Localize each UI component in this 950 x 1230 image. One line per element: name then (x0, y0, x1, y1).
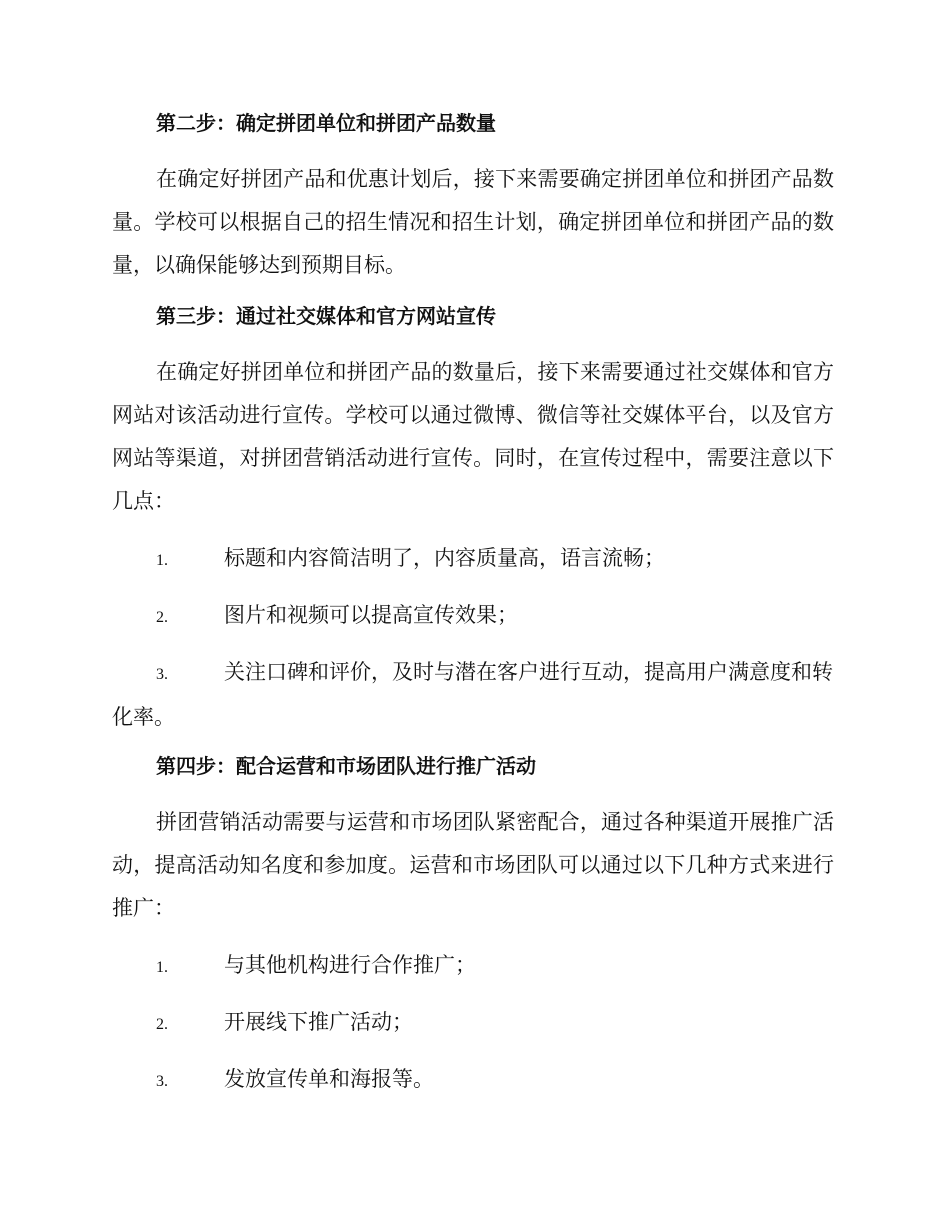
document-page (112, 108, 834, 1115)
list-number: 2. (156, 1016, 168, 1033)
list-text: 发放宣传单和海报等。 (224, 1067, 434, 1091)
list-item (112, 537, 834, 582)
list-text: 图片和视频可以提高宣传效果； (224, 603, 518, 627)
list-number: 3. (156, 1073, 168, 1090)
list-text: 与其他机构进行合作推广； (224, 953, 476, 977)
section-heading-step3: 第三步：通过社交媒体和官方网站宣传 (156, 304, 496, 328)
list-number: 1. (156, 552, 168, 569)
list-item (112, 1001, 834, 1046)
list-text: 关注口碑和评价，及时与潜在客户进行互动，提高用户满意度和转化率。 (112, 660, 833, 729)
list-number: 2. (156, 609, 168, 626)
section-paragraph-step2: 在确定好拼团产品和优惠计划后，接下来需要确定拼团单位和拼团产品数量。学校可以根据自己的招生情况和招生计划，确定拼团单位和拼团产品的数量，以确保能够达到预期目标。 (112, 167, 834, 277)
section-heading-step2: 第二步：确定拼团单位和拼团产品数量 (156, 111, 496, 135)
list-number: 3. (156, 666, 168, 683)
list-text: 标题和内容简洁明了，内容质量高，语言流畅； (224, 546, 665, 570)
list-number: 1. (156, 959, 168, 976)
section-paragraph-step3: 在确定好拼团单位和拼团产品的数量后，接下来需要通过社交媒体和官方网站对该活动进行宣传。学校可以通过微博、微信等社交媒体平台，以及官方网站等渠道，对拼团营销活动进行宣传。同时，在宣传过程中，需要注意以下几点： (112, 360, 834, 513)
list-text: 开展线下推广活动； (224, 1010, 413, 1034)
list-item (112, 1058, 834, 1103)
list-item (112, 944, 834, 989)
section-paragraph-step4: 拼团营销活动需要与运营和市场团队紧密配合，通过各种渠道开展推广活动，提高活动知名度和参加度。运营和市场团队可以通过以下几种方式来进行推广： (112, 810, 834, 920)
list-item (112, 651, 834, 739)
list-item (112, 594, 834, 639)
section-heading-step4: 第四步：配合运营和市场团队进行推广活动 (156, 754, 536, 778)
